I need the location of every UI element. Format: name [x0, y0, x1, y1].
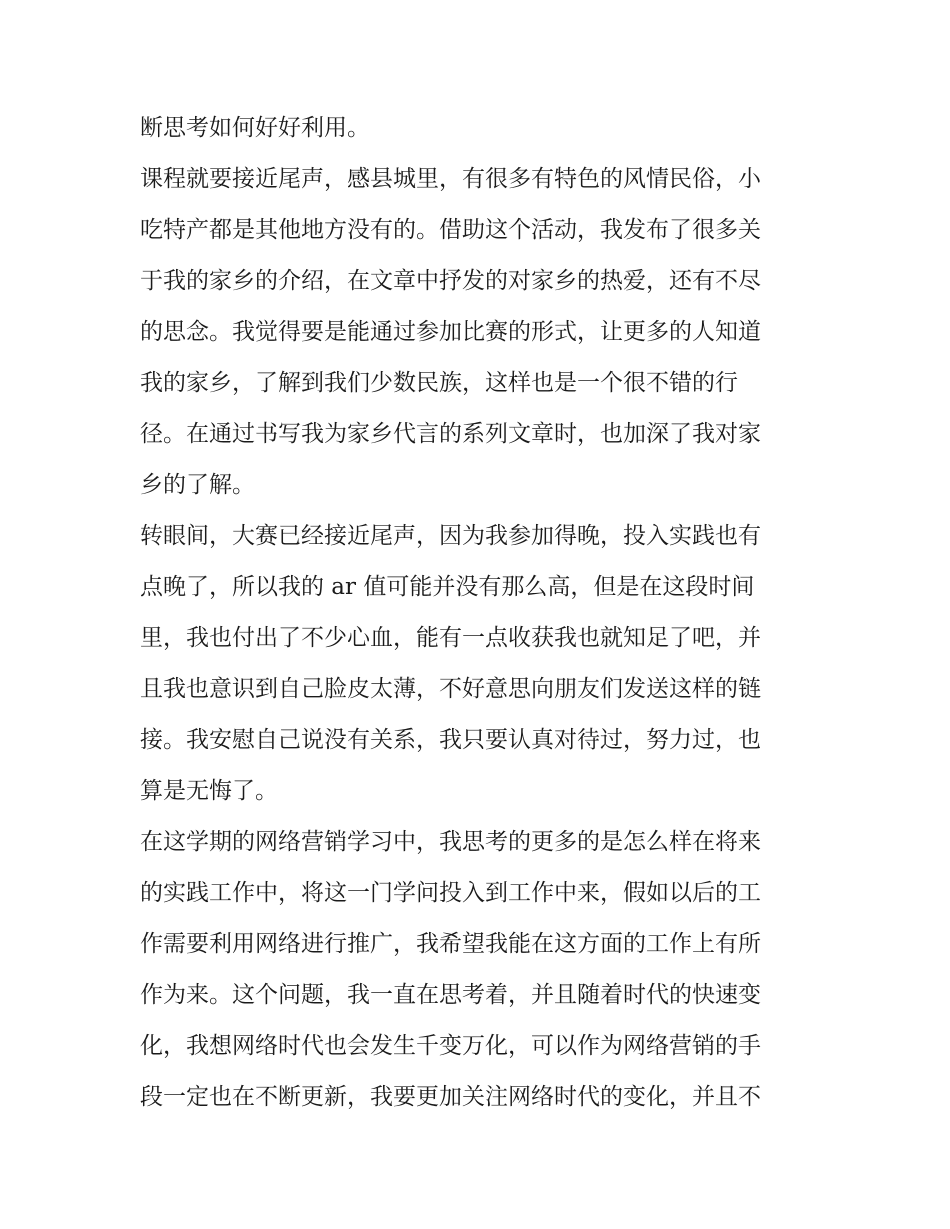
text-line: 断思考如何好好利用。: [140, 115, 370, 141]
text-line: 于我的家乡的介绍，在文章中抒发的对家乡的热爱，还有不尽: [140, 268, 761, 294]
text-line: 我的家乡，了解到我们少数民族，这样也是一个很不错的行: [140, 370, 738, 396]
text-line: 里，我也付出了不少心血，能有一点收获我也就知足了吧，并: [140, 625, 761, 651]
text-line: 且我也意识到自己脸皮太薄，不好意思向朋友们发送这样的链: [140, 676, 761, 702]
body-text: [140, 103, 815, 1123]
text-line: 乡的了解。: [140, 472, 255, 498]
text-line: 作为来。这个问题，我一直在思考着，并且随着时代的快速变: [140, 982, 761, 1008]
text-line: 转眼间，大赛已经接近尾声，因为我参加得晚，投入实践也有: [140, 523, 761, 549]
text-line: 化，我想网络时代也会发生千变万化，可以作为网络营销的手: [140, 1033, 761, 1059]
text-line: 段一定也在不断更新，我要更加关注网络时代的变化，并且不: [140, 1084, 761, 1110]
text-line: 作需要利用网络进行推广，我希望我能在这方面的工作上有所: [140, 931, 761, 957]
text-line: 吃特产都是其他地方没有的。借助这个活动，我发布了很多关: [140, 217, 761, 243]
text-line: 算是无悔了。: [140, 778, 278, 804]
text-line: 在这学期的网络营销学习中，我思考的更多的是怎么样在将来: [140, 829, 761, 855]
text-line: 的思念。我觉得要是能通过参加比赛的形式，让更多的人知道: [140, 319, 761, 345]
text-line: 的实践工作中，将这一门学问投入到工作中来，假如以后的工: [140, 880, 761, 906]
text-line: 径。在通过书写我为家乡代言的系列文章时，也加深了我对家: [140, 421, 761, 447]
text-line: 课程就要接近尾声，感县城里，有很多有特色的风情民俗，小: [140, 166, 761, 192]
text-line: 接。我安慰自己说没有关系，我只要认真对待过，努力过，也: [140, 727, 761, 753]
text-line: 点晚了，所以我的 ar 值可能并没有那么高，但是在这段时间: [140, 574, 755, 600]
